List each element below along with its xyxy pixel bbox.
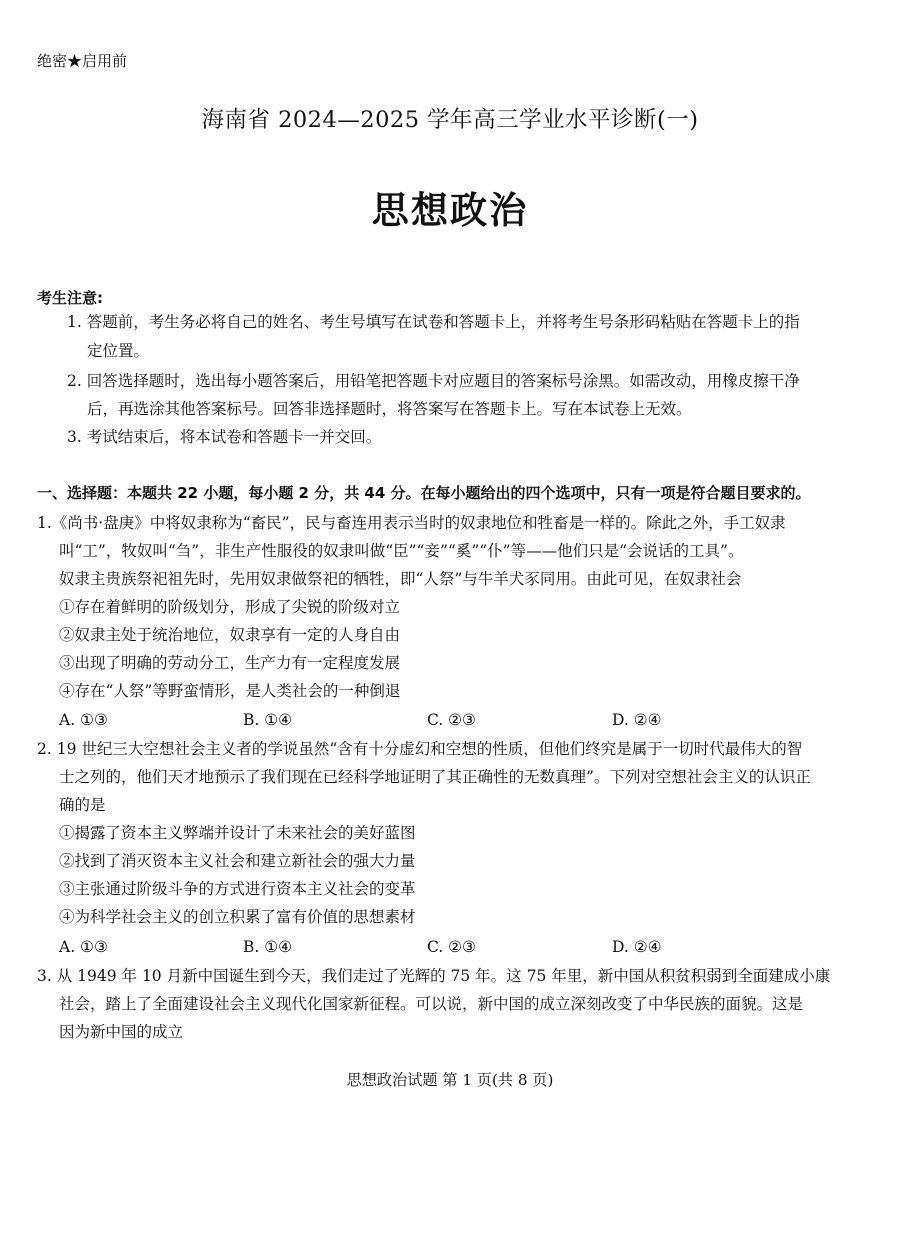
- q1-item: ①存在着鲜明的阶级划分，形成了尖锐的阶级对立: [59, 598, 401, 616]
- q2-option-a: A. ①③: [59, 938, 108, 956]
- q2-option-b: B. ①④: [243, 938, 293, 956]
- q1-stem-line: 奴隶主贵族祭祀祖先时，先用奴隶做祭祀的牺牲，即“人祭”与牛羊犬豕同用。由此可见，在奴隶社会: [59, 570, 742, 588]
- q1-stem-line: 叫“工”，牧奴叫“刍”，非生产性服役的奴隶叫做“臣”“妾”“奚”“仆”等——他们只是“会说话的工具”。: [59, 542, 744, 560]
- notice-line: 3. 考试结束后，将本试卷和答题卡一并交回。: [67, 428, 382, 446]
- q1-item: ④存在“人祭”等野蛮情形，是人类社会的一种倒退: [59, 682, 401, 700]
- q1-option-d: D. ②④: [612, 711, 662, 729]
- notice-heading: 考生注意:: [37, 289, 103, 307]
- q2-stem-line: 确的是: [59, 796, 106, 814]
- q2-item: ③主张通过阶级斗争的方式进行资本主义社会的变革: [59, 880, 416, 898]
- q3-stem-line: 社会，踏上了全面建设社会主义现代化国家新征程。可以说，新中国的成立深刻改变了中华民族的面貌。这是: [59, 995, 804, 1013]
- q2-item: ①揭露了资本主义弊端并设计了未来社会的美好蓝图: [59, 824, 416, 842]
- section-heading: 一、选择题：本题共 22 小题，每小题 2 分，共 44 分。在每小题给出的四个选项中，只有一项是符合题目要求的。: [37, 484, 811, 502]
- q1-option-c: C. ②③: [427, 711, 476, 729]
- exam-title: 海南省 2024—2025 学年高三学业水平诊断(一): [201, 107, 699, 133]
- q1-stem-line: 1.《尚书·盘庚》中将奴隶称为“畜民”，民与畜连用表示当时的奴隶地位和牲畜是一样的。除此之外，手工奴隶: [37, 514, 786, 532]
- q2-item: ④为科学社会主义的创立积累了富有价值的思想素材: [59, 908, 416, 926]
- q1-option-b: B. ①④: [243, 711, 293, 729]
- q1-item: ②奴隶主处于统治地位，奴隶享有一定的人身自由: [59, 626, 401, 644]
- notice-line: 1. 答题前，考生务必将自己的姓名、考生号填写在试卷和答题卡上，并将考生号条形码粘贴在答题卡上的指: [67, 313, 800, 331]
- q2-stem-line: 士之列的，他们天才地预示了我们现在已经科学地证明了其正确性的无数真理”。下列对空想社会主义的认识正: [59, 768, 811, 786]
- q2-option-c: C. ②③: [427, 938, 476, 956]
- notice-line: 2. 回答选择题时，选出每小题答案后，用铅笔把答题卡对应题目的答案标号涂黑。如需改动，用橡皮擦干净: [67, 372, 800, 390]
- notice-line: 定位置。: [87, 342, 150, 360]
- q3-stem-line: 3. 从 1949 年 10 月新中国诞生到今天，我们走过了光辉的 75 年。这 75 年里，新中国从积贫积弱到全面建成小康: [37, 967, 831, 985]
- notice-line: 后，再选涂其他答案标号。回答非选择题时，将答案写在答题卡上。写在本试卷上无效。: [87, 400, 692, 418]
- q3-stem-line: 因为新中国的成立: [59, 1023, 184, 1041]
- page-footer: 思想政治试题 第 1 页(共 8 页): [346, 1071, 554, 1089]
- subject-title: 思想政治: [371, 189, 529, 232]
- q2-option-d: D. ②④: [612, 938, 662, 956]
- q2-item: ②找到了消灭资本主义社会和建立新社会的强大力量: [59, 852, 416, 870]
- q1-option-a: A. ①③: [59, 711, 108, 729]
- q1-item: ③出现了明确的劳动分工，生产力有一定程度发展: [59, 654, 401, 672]
- q2-stem-line: 2. 19 世纪三大空想社会主义者的学说虽然“含有十分虚幻和空想的性质，但他们终究是属于一切时代最伟大的智: [37, 740, 803, 758]
- confidential-mark: 绝密★启用前: [37, 52, 128, 70]
